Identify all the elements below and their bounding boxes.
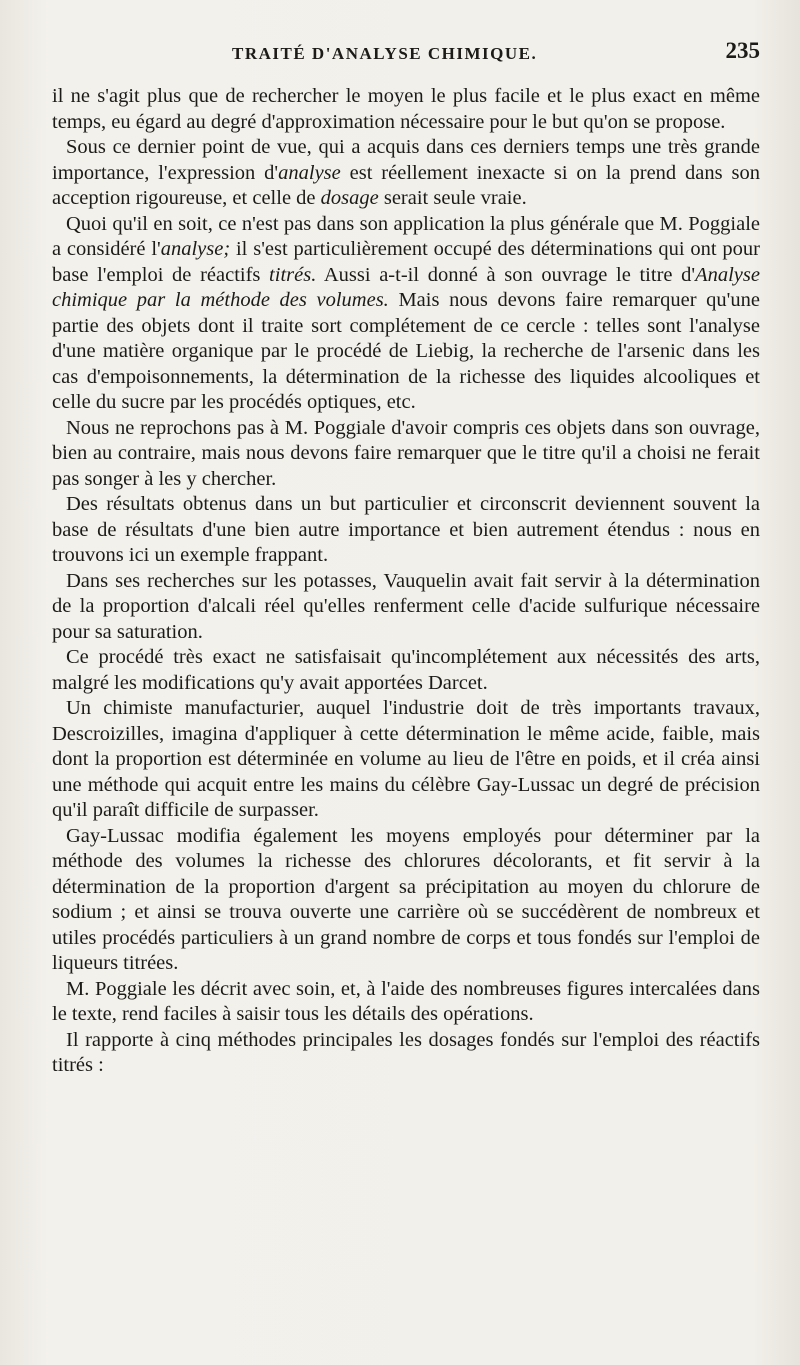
text-run: Ce procédé très exact ne satisfaisait qu'incomplétement aux nécessités des arts, malgré les modifications qu'y avait apportées Darcet.	[52, 646, 760, 694]
text-run: il ne s'agit plus que de rechercher le moyen le plus facile et le plus exact en même temps, eu égard au degré d'approximation nécessaire pour le but qu'on se propose.	[52, 85, 760, 133]
italic-text: analyse;	[160, 238, 231, 260]
text-run: Sous ce dernier point de vue, qui a acquis dans ces derniers temps une très grande importance, l'expression d'	[52, 136, 760, 184]
paragraph	[52, 416, 760, 493]
text-run: Dans ses recherches sur les potasses, Vauquelin avait fait servir à la détermination de la proportion d'alcali réel qu'elles renferment celle d'acide sulfurique nécessaire pour sa saturation.	[52, 569, 760, 643]
italic-text: titrés.	[269, 263, 317, 286]
paragraph	[52, 569, 760, 646]
paragraph	[52, 212, 760, 416]
text-run: Mais nous devons faire remarquer qu'une partie des objets dont il traite sort complétement de ce cercle : telles sont l'analyse d'une matière organique par le procédé de Liebig, la recherche de l'arsenic dans les cas d'empoisonnements, la détermination de la richesse des liquides alcooliques et celle du sucre par les procédés optiques, etc.	[52, 289, 760, 413]
paragraph	[52, 84, 760, 135]
running-head	[52, 34, 760, 74]
text-run: M. Poggiale les décrit avec soin, et, à l'aide des nombreuses figures intercalées dans le texte, rend faciles à saisir tous les détails des opérations.	[52, 977, 760, 1025]
paragraph	[52, 696, 760, 824]
text-run: est réellement inexacte si on la prend dans son acception rigoureuse, et celle de	[52, 161, 761, 209]
paragraph	[52, 492, 760, 569]
paragraph	[52, 824, 760, 977]
text-run: Un chimiste manufacturier, auquel l'industrie doit de très importants travaux, Descroizilles, imagina d'appliquer à cette détermination le même acide, faible, mais dont la proportion est déterminée en volume au lieu de l'être en poids, et il créa ainsi une méthode qui acquit entre les mains du célèbre Gay-Lussac un degré de précision qu'il paraît difficile de surpasser.	[52, 697, 760, 821]
paragraph	[52, 1028, 760, 1079]
text-run: Aussi a-t-il donné à son ouvrage le titre d'	[316, 263, 696, 286]
text-run: Nous ne reprochons pas à M. Poggiale d'avoir compris ces objets dans son ouvrage, bien au contraire, mais nous devons faire remarquer que le titre qu'il a choisi ne ferait pas songer à les y chercher.	[52, 416, 760, 490]
page-number: 235	[725, 38, 760, 63]
italic-text: Analyse chimique par la méthode des volumes.	[52, 263, 760, 311]
paragraph	[52, 977, 760, 1028]
text-run: il s'est particulièrement occupé des déterminations qui ont pour base l'emploi de réactifs	[52, 238, 760, 286]
italic-text: analyse	[278, 161, 341, 184]
text-run: Il rapporte à cinq méthodes principales les dosages fondés sur l'emploi des réactifs titrés :	[52, 1028, 760, 1076]
text-run: Des résultats obtenus dans un but particulier et circonscrit deviennent souvent la base de résultats d'une bien autre importance et bien autrement étendus : nous en trouvons ici un exemple frappant.	[52, 493, 760, 566]
italic-text: dosage	[320, 187, 379, 209]
text-run: Quoi qu'il en soit, ce n'est pas dans son application la plus générale que M. Poggiale a considéré l'	[52, 212, 760, 260]
running-title: TRAITÉ D'ANALYSE CHIMIQUE.	[232, 44, 538, 63]
paragraph	[52, 135, 760, 212]
body-text	[52, 84, 760, 1079]
text-run: Gay-Lussac modifia également les moyens employés pour déterminer par la méthode des volumes la richesse des chlorures décolorants, et fit servir à la détermination de la proportion d'argent sa précipitation au moyen du chlorure de sodium ; et ainsi se trouva ouverte une carrière où se succédèrent de nombreux et utiles procédés particuliers à un grand nombre de corps et tous fondés sur l'emploi de liqueurs titrées.	[52, 824, 760, 974]
paragraph	[52, 645, 760, 696]
text-run: serait seule vraie.	[378, 187, 527, 209]
